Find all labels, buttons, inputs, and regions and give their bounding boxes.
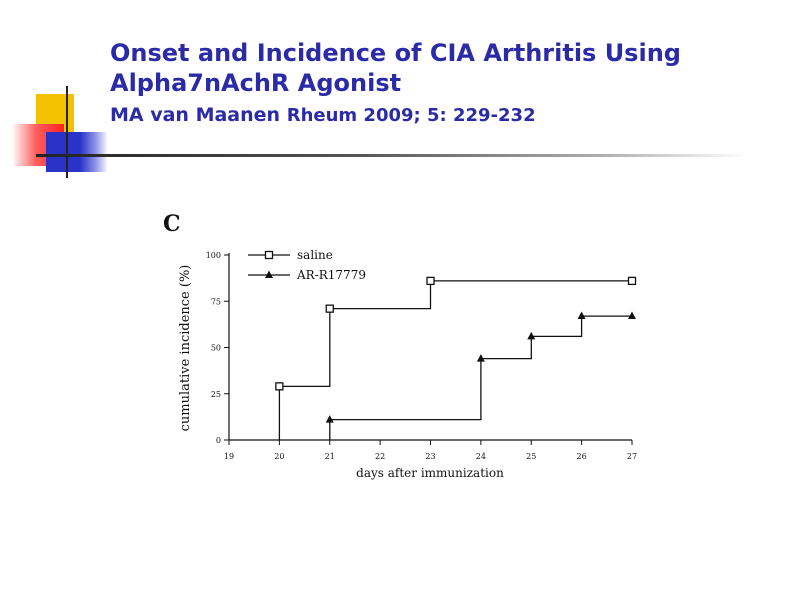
marker-saline-1 [326,305,333,312]
x-tick-label-25: 25 [526,452,537,461]
x-tick-label-26: 26 [576,452,587,461]
y-tick-label-50: 50 [210,343,221,353]
marker-ar-r17779-2 [527,332,535,340]
x-tick-label-23: 23 [425,452,436,461]
marker-saline-3 [629,277,636,284]
panel-label: C [163,211,181,237]
x-tick-label-27: 27 [626,452,638,461]
marker-saline-0 [276,383,283,390]
x-tick-label-24: 24 [475,452,486,461]
marker-saline-2 [427,277,434,284]
marker-ar-r17779-1 [477,354,485,362]
legend-label-saline: saline [297,248,333,262]
y-axis-label: cumulative incidence (%) [178,264,193,432]
x-tick-label-21: 21 [324,452,335,461]
slide-title-line1: Onset and Incidence of CIA Arthritis Using [110,39,681,67]
slide-title-line2: Alpha7nAchR Agonist [110,69,402,97]
x-tick-label-22: 22 [375,452,386,461]
marker-ar-r17779-0 [326,415,334,423]
axes-group [206,251,637,461]
citation-author: MA van Maanen [110,104,281,126]
series-line-ar-r17779 [330,316,632,440]
y-tick-label-0: 0 [215,436,221,445]
x-tick-label-20: 20 [274,452,285,461]
legend-marker-saline [266,252,273,259]
x-tick-label-19: 19 [223,452,235,461]
legend [248,248,366,282]
x-axis-label: days after immunization [356,466,504,480]
y-tick-label-25: 25 [210,389,221,399]
y-tick-label-75: 75 [210,297,221,307]
legend-marker-ar-r17779 [265,271,273,279]
citation-ref: Rheum 2009; 5: 229-232 [286,105,536,126]
legend-label-ar-r17779: AR-R17779 [297,268,366,282]
y-tick-label-100: 100 [205,251,221,260]
marker-ar-r17779-3 [578,312,586,320]
marker-ar-r17779-4 [628,312,636,320]
